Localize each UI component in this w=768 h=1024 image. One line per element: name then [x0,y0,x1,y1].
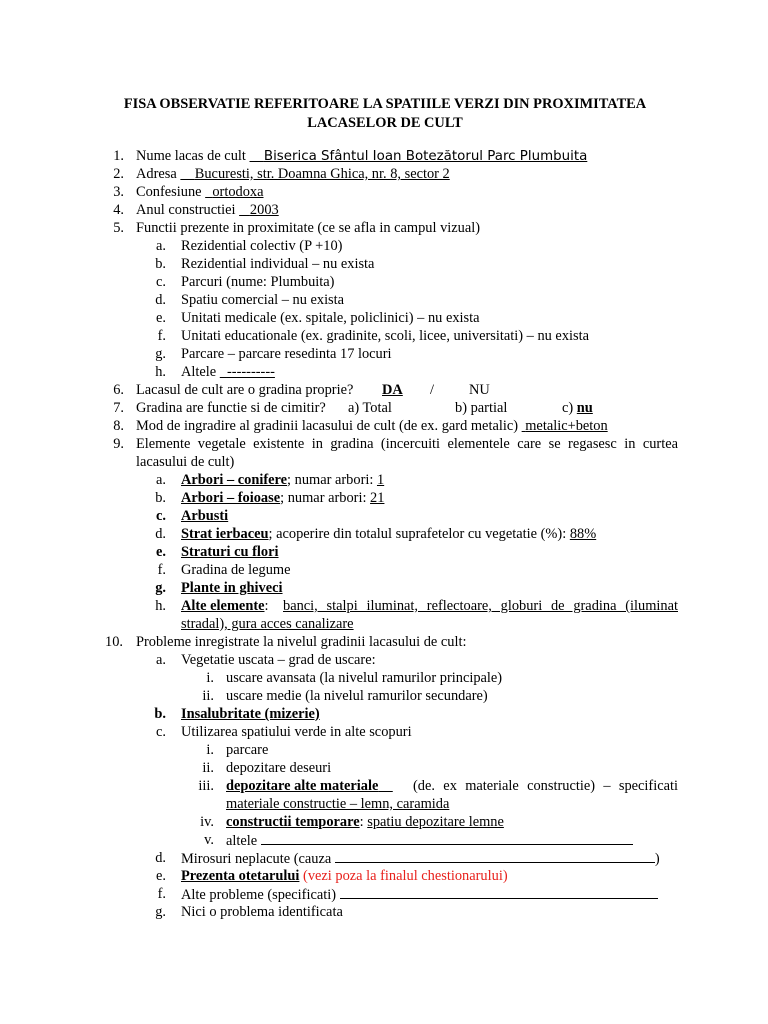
item-2 [136,165,450,183]
item-9-b: Arbori – foioase; numar arbori: 21 [181,490,385,506]
item-5-e: Unitati medicale (ex. spitale, policlinici) – nu exista [181,310,480,326]
item-number: 5. [113,220,124,236]
item-10-d-blank[interactable] [335,849,655,863]
item-number: 9. [113,436,124,452]
sub-letter: a. [156,472,166,488]
item-10-a-ii: uscare medie (la nivelul ramurilor secundare) [226,688,488,704]
roman-numeral: i. [206,670,214,686]
item-number: 6. [113,382,124,398]
item-10-e-note: (vezi poza la finalul chestionarului) [303,868,508,884]
item-9-e: Straturi cu flori [181,544,279,560]
item-5-c: Parcuri (nume: Plumbuita) [181,274,335,290]
item-10-c-iii-rest: (de. ex materiale constructie) – specificati [413,778,678,794]
item-5-h [181,363,423,381]
sub-letter: f. [157,886,166,902]
sub-letter: h. [155,598,166,614]
sub-letter: g. [155,904,166,920]
sub-letter: a. [156,238,166,254]
item-10-b: Insalubritate (mizerie) [181,706,320,722]
item-5-h-label: Altele [181,364,217,380]
sub-letter: d. [155,292,166,308]
item-10-c-iv: constructii temporare: spatiu depozitare lemne [226,814,504,830]
item-1-value: Biserica Sfântul Ioan Botezătorul Parc Plumbuita [263,149,588,164]
roman-numeral: v. [204,832,214,848]
item-9-f: Gradina de legume [181,562,291,578]
item-number: 8. [113,418,124,434]
item-10-d: Mirosuri neplacute (cauza ) [181,851,660,867]
sub-letter: c. [156,724,166,740]
item-8 [136,417,608,435]
item-1 [136,147,587,166]
item-6-answer-nu: NU [469,382,490,398]
sub-letter: f. [157,328,166,344]
sub-letter: d. [155,526,166,542]
roman-numeral: iii. [198,778,214,794]
item-2-value: Bucuresti, str. Doamna Ghica, nr. 8, sector 2 [194,166,450,182]
item-10-c-iii-label: depozitare alte materiale [226,778,379,794]
item-number: 1. [113,148,124,164]
sub-letter: e. [156,310,166,326]
item-7-option-a: a) Total [348,400,392,416]
item-9-h-value-line-1: banci, stalpi iluminat, reflectoare, globuri de gradina (iluminat [283,598,678,614]
item-8-label: Mod de ingradire al gradinii lacasului de cult (de ex. gard metalic) [136,418,519,434]
item-2-label: Adresa [136,166,177,182]
sub-letter: g. [155,580,166,596]
sub-letter: b. [155,490,166,506]
item-7-option-b: b) partial [455,400,508,416]
item-10-label: Probleme inregistrate la nivelul gradinii lacasului de cult: [136,634,467,650]
item-10-f-blank[interactable] [340,885,658,899]
roman-numeral: i. [206,742,214,758]
item-10-e: Prezenta otetarului (vezi poza la finalul chestionarului) [181,868,508,884]
item-9-h-value-line-2: stradal), gura acces canalizare [181,616,354,632]
item-10-c: Utilizarea spatiului verde in alte scopuri [181,724,412,740]
item-5-label: Functii prezente in proximitate (ce se afla in campul vizual) [136,220,481,236]
item-3-value: ortodoxa [212,184,264,200]
item-10-c-ii: depozitare deseuri [226,760,332,776]
item-5-a: Rezidential colectiv (P +10) [181,238,343,254]
item-number: 10. [105,634,123,650]
roman-numeral: iv. [200,814,214,830]
item-10-c-i: parcare [226,742,269,758]
item-6-separator: / [430,382,434,398]
item-8-value: metalic+beton [525,418,608,434]
item-10-c-v-blank[interactable] [261,831,633,845]
item-10-f: Alte probleme (specificati) [181,885,658,904]
sub-letter: c. [156,274,166,290]
item-10-c-v: altele [226,831,633,850]
item-9-h-label: Alte elemente: [181,598,269,614]
item-5-f: Unitati educationale (ex. gradinite, scoli, licee, universitati) – nu exista [181,328,589,344]
item-4-value: 2003 [249,202,279,218]
item-6-answer-da: DA [382,382,403,398]
item-7-answer: nu [576,400,593,416]
sub-letter: b. [154,706,166,722]
item-10-a-i: uscare avansata (la nivelul ramurilor principale) [226,670,503,686]
sub-letter: c. [156,508,166,524]
sub-letter: a. [156,652,166,668]
sub-letter: h. [155,364,166,380]
item-5-g: Parcare – parcare resedinta 17 locuri [181,346,392,362]
item-9-d: Strat ierbaceu; acoperire din totalul suprafetelor cu vegetatie (%): 88% [181,526,597,542]
item-10-c-iv-value: spatiu depozitare lemne [367,814,504,830]
item-9-label-line-2: lacasului de cult) [136,454,235,470]
item-9-d-value: 88% [569,526,597,542]
item-10-g: Nici o problema identificata [181,904,343,920]
item-6-label: Lacasul de cult are o gradina proprie? [136,382,354,398]
form-title-line-1: FISA OBSERVATIE REFERITOARE LA SPATIILE VERZI DIN PROXIMITATEA [123,96,647,112]
sub-letter: d. [155,850,166,866]
item-9-c: Arbusti [181,508,229,524]
item-3-label: Confesiune [136,184,202,200]
item-4-label: Anul constructiei [136,202,236,218]
sub-letter: f. [157,562,166,578]
item-5-b: Rezidential individual – nu exista [181,256,375,272]
sub-letter: g. [155,346,166,362]
sub-letter: e. [156,544,166,560]
item-1-label: Nume lacas de cult [136,148,246,164]
item-9-a-value: 1 [376,472,385,488]
item-5-h-value: ---------- [226,364,275,380]
item-9-a: Arbori – conifere; numar arbori: 1 [181,472,385,488]
item-number: 2. [113,166,124,182]
roman-numeral: ii. [202,760,214,776]
item-10-c-iii-value: materiale constructie – lemn, caramida [226,796,450,812]
item-3 [136,183,264,201]
item-9-b-value: 21 [370,490,385,506]
sub-letter: e. [156,868,166,884]
form-title-line-2: LACASELOR DE CULT [307,115,463,131]
item-4 [136,201,279,219]
item-10-a: Vegetatie uscata – grad de uscare: [181,652,376,668]
item-9-label-line-1: Elemente vegetale existente in gradina (incercuiti elementele care se regasesc in curtea [136,436,678,452]
item-7-label: Gradina are functie si de cimitir? [136,400,326,416]
item-number: 7. [113,400,124,416]
item-5-d: Spatiu comercial – nu exista [181,292,345,308]
sub-letter: b. [155,256,166,272]
item-9-g: Plante in ghiveci [181,580,283,596]
item-7-option-c: c) nu [562,400,593,416]
item-number: 3. [113,184,124,200]
roman-numeral: ii. [202,688,214,704]
item-number: 4. [113,202,124,218]
